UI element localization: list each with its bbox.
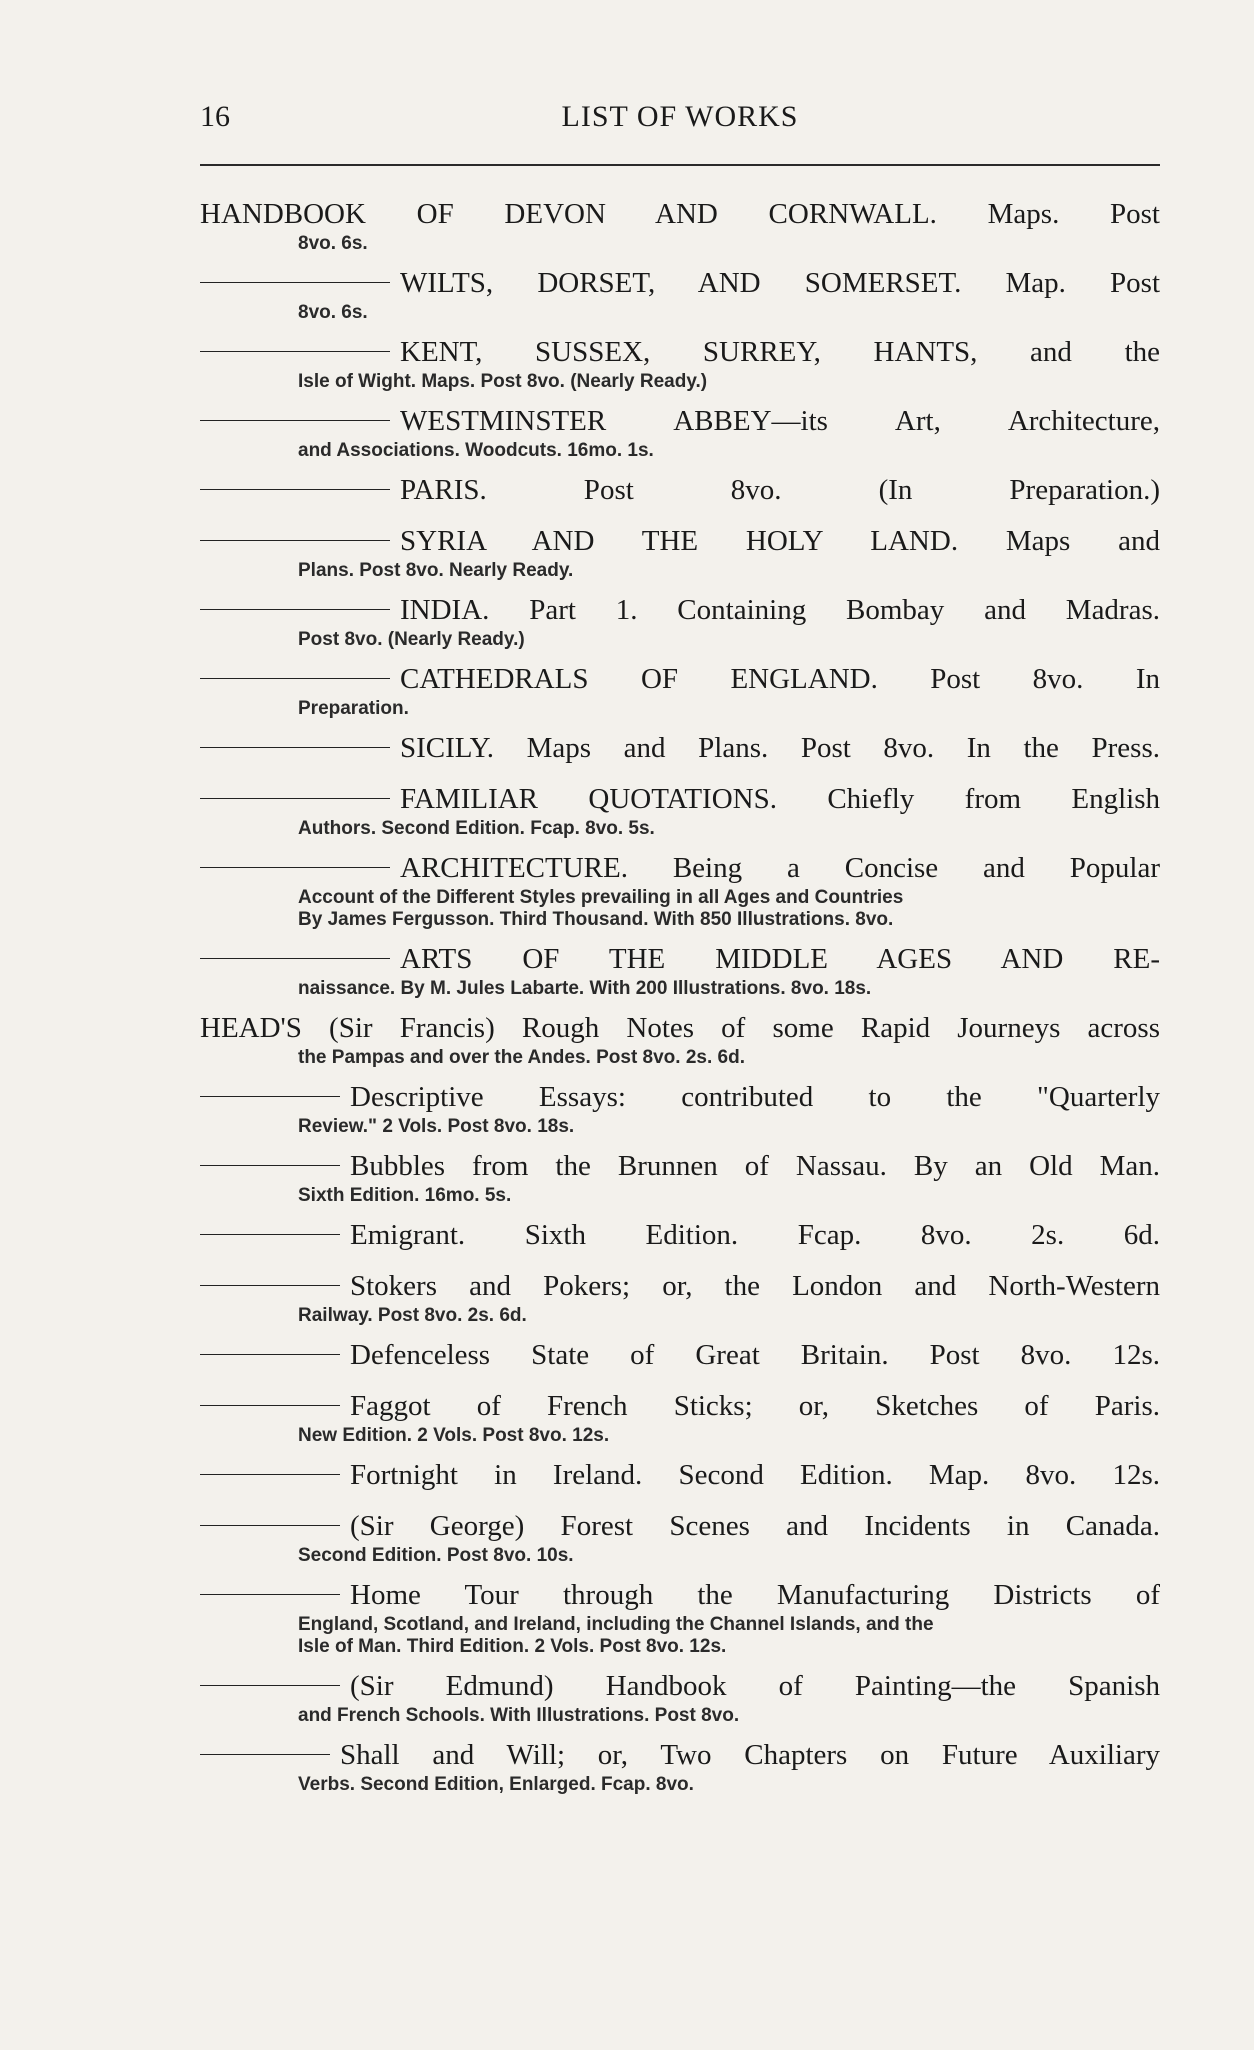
work-entry bbox=[200, 1739, 1160, 1808]
entry-title-line bbox=[200, 1012, 1160, 1047]
running-title: LIST OF WORKS bbox=[561, 100, 799, 133]
entry-title-text: (Sir Edmund) Handbook of Painting—the Spanish bbox=[350, 1670, 1160, 1702]
entry-detail-line: naissance. By M. Jules Labarte. With 200 Illustrations. 8vo. 18s. bbox=[298, 978, 872, 999]
entry-title-line bbox=[200, 852, 1160, 887]
entry-title-line bbox=[200, 1670, 1160, 1705]
entry-title-text: WILTS, DORSET, AND SOMERSET. Map. Post bbox=[400, 267, 1160, 299]
entry-spacer bbox=[200, 582, 1160, 594]
ditto-dash bbox=[200, 609, 390, 610]
entry-detail-line: Isle of Man. Third Edition. 2 Vols. Post 8vo. 12s. bbox=[298, 1636, 727, 1657]
entry-spacer bbox=[200, 1727, 1160, 1739]
work-entry bbox=[200, 1339, 1160, 1390]
entry-detail-line: Second Edition. Post 8vo. 10s. bbox=[298, 1545, 574, 1566]
entry-title-text: ARCHITECTURE. Being a Concise and Popular bbox=[400, 852, 1160, 884]
entry-title-text: SICILY. Maps and Plans. Post 8vo. In the Press. bbox=[400, 732, 1160, 764]
entry-title-line bbox=[200, 1339, 1160, 1374]
entry-detail-line: Plans. Post 8vo. Nearly Ready. bbox=[298, 560, 574, 581]
entry-spacer bbox=[200, 1796, 1160, 1808]
entry-spacer bbox=[200, 1069, 1160, 1081]
entry-detail-line: Isle of Wight. Maps. Post 8vo. (Nearly Ready.) bbox=[298, 371, 708, 392]
entry-spacer bbox=[200, 462, 1160, 474]
entry-title-text: HEAD'S (Sir Francis) Rough Notes of some Rapid Journeys across bbox=[200, 1012, 1160, 1044]
entry-title-line bbox=[200, 198, 1160, 233]
entry-title-text: Shall and Will; or, Two Chapters on Future Auxiliary bbox=[340, 1739, 1160, 1771]
entry-spacer bbox=[200, 1447, 1160, 1459]
entry-title-line bbox=[200, 943, 1160, 978]
entry-title-text: Faggot of French Sticks; or, Sketches of Paris. bbox=[350, 1390, 1160, 1422]
entry-title-line bbox=[200, 336, 1160, 371]
entry-title-text: (Sir George) Forest Scenes and Incidents in Canada. bbox=[350, 1510, 1160, 1542]
entry-title-line bbox=[200, 1459, 1160, 1494]
work-entry bbox=[200, 783, 1160, 852]
entry-title-text: Descriptive Essays: contributed to the "Quarterly bbox=[350, 1081, 1160, 1113]
entry-title-text: Fortnight in Ireland. Second Edition. Map. 8vo. 12s. bbox=[350, 1459, 1160, 1491]
entry-detail-line: and Associations. Woodcuts. 16mo. 1s. bbox=[298, 440, 654, 461]
page-number: 16 bbox=[200, 100, 230, 133]
work-entry bbox=[200, 198, 1160, 267]
work-entry bbox=[200, 1219, 1160, 1270]
entry-title-text: ARTS OF THE MIDDLE AGES AND RE- bbox=[400, 943, 1160, 975]
entry-spacer bbox=[200, 255, 1160, 267]
entry-detail-line: and French Schools. With Illustrations. Post 8vo. bbox=[298, 1705, 740, 1726]
work-entry bbox=[200, 1270, 1160, 1339]
entry-spacer bbox=[200, 509, 1160, 525]
ditto-dash bbox=[200, 867, 390, 868]
work-entry bbox=[200, 1390, 1160, 1459]
work-entry bbox=[200, 1459, 1160, 1510]
entry-title-line bbox=[200, 1270, 1160, 1305]
entry-spacer bbox=[200, 1494, 1160, 1510]
ditto-dash bbox=[200, 1165, 340, 1166]
work-entry bbox=[200, 1150, 1160, 1219]
entry-detail-line: Railway. Post 8vo. 2s. 6d. bbox=[298, 1305, 527, 1326]
entry-spacer bbox=[200, 1138, 1160, 1150]
entry-title-text: Stokers and Pokers; or, the London and North-Western bbox=[350, 1270, 1160, 1302]
work-entry bbox=[200, 852, 1160, 943]
entry-title-line bbox=[200, 525, 1160, 560]
entry-title-line bbox=[200, 267, 1160, 302]
ditto-dash bbox=[200, 1234, 340, 1235]
entry-spacer bbox=[200, 1000, 1160, 1012]
entry-detail-line: Preparation. bbox=[298, 698, 409, 719]
entry-title-line bbox=[200, 1510, 1160, 1545]
entry-title-line bbox=[200, 405, 1160, 440]
entry-title-text: Emigrant. Sixth Edition. Fcap. 8vo. 2s. 6d. bbox=[350, 1219, 1160, 1251]
entry-title-text: CATHEDRALS OF ENGLAND. Post 8vo. In bbox=[400, 663, 1160, 695]
entry-spacer bbox=[200, 651, 1160, 663]
entry-detail-line: By James Fergusson. Third Thousand. With 850 Illustrations. 8vo. bbox=[298, 909, 894, 930]
entry-detail-line: 8vo. 6s. bbox=[298, 233, 368, 254]
ditto-dash bbox=[200, 678, 390, 679]
entry-title-text: KENT, SUSSEX, SURREY, HANTS, and the bbox=[400, 336, 1160, 368]
ditto-dash bbox=[200, 351, 390, 352]
work-entry bbox=[200, 943, 1160, 1012]
work-entry bbox=[200, 732, 1160, 783]
entry-title-line bbox=[200, 1579, 1160, 1614]
entry-detail-line: England, Scotland, and Ireland, including the Channel Islands, and the bbox=[298, 1614, 934, 1635]
work-entry bbox=[200, 405, 1160, 474]
work-entry bbox=[200, 267, 1160, 336]
entry-title-line bbox=[200, 594, 1160, 629]
entry-spacer bbox=[200, 1327, 1160, 1339]
entry-title-line bbox=[200, 1390, 1160, 1425]
entry-title-line bbox=[200, 1150, 1160, 1185]
entry-title-text: Defenceless State of Great Britain. Post 8vo. 12s. bbox=[350, 1339, 1160, 1371]
ditto-dash bbox=[200, 1354, 340, 1355]
ditto-dash bbox=[200, 1474, 340, 1475]
work-entry bbox=[200, 1081, 1160, 1150]
work-entry bbox=[200, 1579, 1160, 1670]
entry-title-text: SYRIA AND THE HOLY LAND. Maps and bbox=[400, 525, 1160, 557]
entry-title-text: Bubbles from the Brunnen of Nassau. By an Old Man. bbox=[350, 1150, 1160, 1182]
entry-spacer bbox=[200, 840, 1160, 852]
page-header bbox=[200, 100, 1160, 140]
work-entry bbox=[200, 594, 1160, 663]
entry-spacer bbox=[200, 1254, 1160, 1270]
entry-detail-line: the Pampas and over the Andes. Post 8vo. 2s. 6d. bbox=[298, 1047, 745, 1068]
work-entry bbox=[200, 1012, 1160, 1081]
works-list bbox=[200, 198, 1160, 1808]
entry-detail-line: New Edition. 2 Vols. Post 8vo. 12s. bbox=[298, 1425, 610, 1446]
ditto-dash bbox=[200, 1096, 340, 1097]
ditto-dash bbox=[200, 282, 390, 283]
ditto-dash bbox=[200, 1405, 340, 1406]
entry-title-text: Home Tour through the Manufacturing Districts of bbox=[350, 1579, 1160, 1611]
entry-detail-line: Account of the Different Styles prevailing in all Ages and Countries bbox=[298, 887, 904, 908]
ditto-dash bbox=[200, 1754, 330, 1755]
header-rule bbox=[200, 164, 1160, 166]
entry-title-line bbox=[200, 1739, 1160, 1774]
ditto-dash bbox=[200, 420, 390, 421]
work-entry bbox=[200, 1670, 1160, 1739]
entry-detail-line: Sixth Edition. 16mo. 5s. bbox=[298, 1185, 512, 1206]
ditto-dash bbox=[200, 1525, 340, 1526]
entry-title-text: FAMILIAR QUOTATIONS. Chiefly from English bbox=[400, 783, 1160, 815]
entry-spacer bbox=[200, 1567, 1160, 1579]
ditto-dash bbox=[200, 1594, 340, 1595]
entry-spacer bbox=[200, 1658, 1160, 1670]
entry-title-text: INDIA. Part 1. Containing Bombay and Madras. bbox=[400, 594, 1160, 626]
entry-spacer bbox=[200, 720, 1160, 732]
entry-title-text: WESTMINSTER ABBEY—its Art, Architecture, bbox=[400, 405, 1160, 437]
entry-title-line bbox=[200, 1219, 1160, 1254]
entry-title-line bbox=[200, 732, 1160, 767]
ditto-dash bbox=[200, 489, 390, 490]
ditto-dash bbox=[200, 1285, 340, 1286]
entry-spacer bbox=[200, 1374, 1160, 1390]
entry-spacer bbox=[200, 931, 1160, 943]
ditto-dash bbox=[200, 1685, 340, 1686]
entry-spacer bbox=[200, 393, 1160, 405]
ditto-dash bbox=[200, 540, 390, 541]
entry-title-line bbox=[200, 663, 1160, 698]
entry-spacer bbox=[200, 1207, 1160, 1219]
entry-detail-line: Review." 2 Vols. Post 8vo. 18s. bbox=[298, 1116, 575, 1137]
work-entry bbox=[200, 663, 1160, 732]
entry-title-line bbox=[200, 783, 1160, 818]
ditto-dash bbox=[200, 958, 390, 959]
entry-title-line bbox=[200, 1081, 1160, 1116]
ditto-dash bbox=[200, 747, 390, 748]
work-entry bbox=[200, 336, 1160, 405]
work-entry bbox=[200, 474, 1160, 525]
entry-detail-line: Authors. Second Edition. Fcap. 8vo. 5s. bbox=[298, 818, 655, 839]
work-entry bbox=[200, 1510, 1160, 1579]
entry-detail-line: Post 8vo. (Nearly Ready.) bbox=[298, 629, 525, 650]
entry-spacer bbox=[200, 324, 1160, 336]
ditto-dash bbox=[200, 798, 390, 799]
entry-title-text: HANDBOOK OF DEVON AND CORNWALL. Maps. Post bbox=[200, 198, 1160, 230]
entry-detail-line: Verbs. Second Edition, Enlarged. Fcap. 8vo. bbox=[298, 1774, 694, 1795]
entry-spacer bbox=[200, 767, 1160, 783]
entry-title-line bbox=[200, 474, 1160, 509]
entry-title-text: PARIS. Post 8vo. (In Preparation.) bbox=[400, 474, 1160, 506]
entry-detail-line: 8vo. 6s. bbox=[298, 302, 368, 323]
work-entry bbox=[200, 525, 1160, 594]
